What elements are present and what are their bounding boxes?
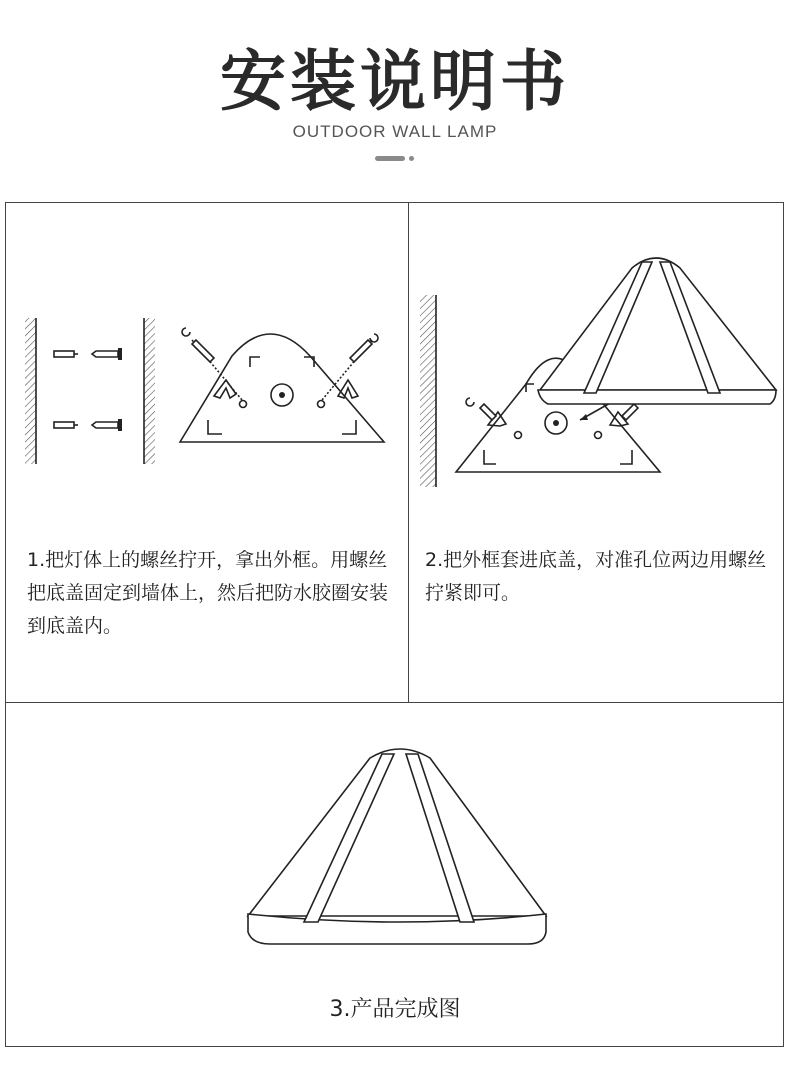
lamp-cover-icon [538, 258, 776, 404]
page-subtitle: OUTDOOR WALL LAMP [292, 122, 498, 141]
step2-illustration [420, 258, 776, 487]
wall-left-icon [25, 318, 36, 464]
page-title: 安装说明书 [220, 43, 570, 120]
wall-icon [420, 295, 436, 487]
step3-illustration [248, 749, 546, 944]
wall-anchor-icon [54, 351, 78, 428]
step2-caption: 2.把外框套进底盖，对准孔位两边用螺丝拧紧即可。 [425, 549, 767, 604]
wall-right-icon [144, 318, 155, 464]
screw-icon [92, 348, 122, 431]
step3-caption: 3.产品完成图 [329, 997, 461, 1022]
lamp-finished-icon [248, 749, 546, 916]
step1-caption: 1.把灯体上的螺丝拧开，拿出外框。用螺丝把底盖固定到墙体上，然后把防水胶圈安装到底盖内。 [27, 549, 389, 637]
step1-illustration [25, 318, 384, 464]
rotate-icon [182, 328, 190, 336]
